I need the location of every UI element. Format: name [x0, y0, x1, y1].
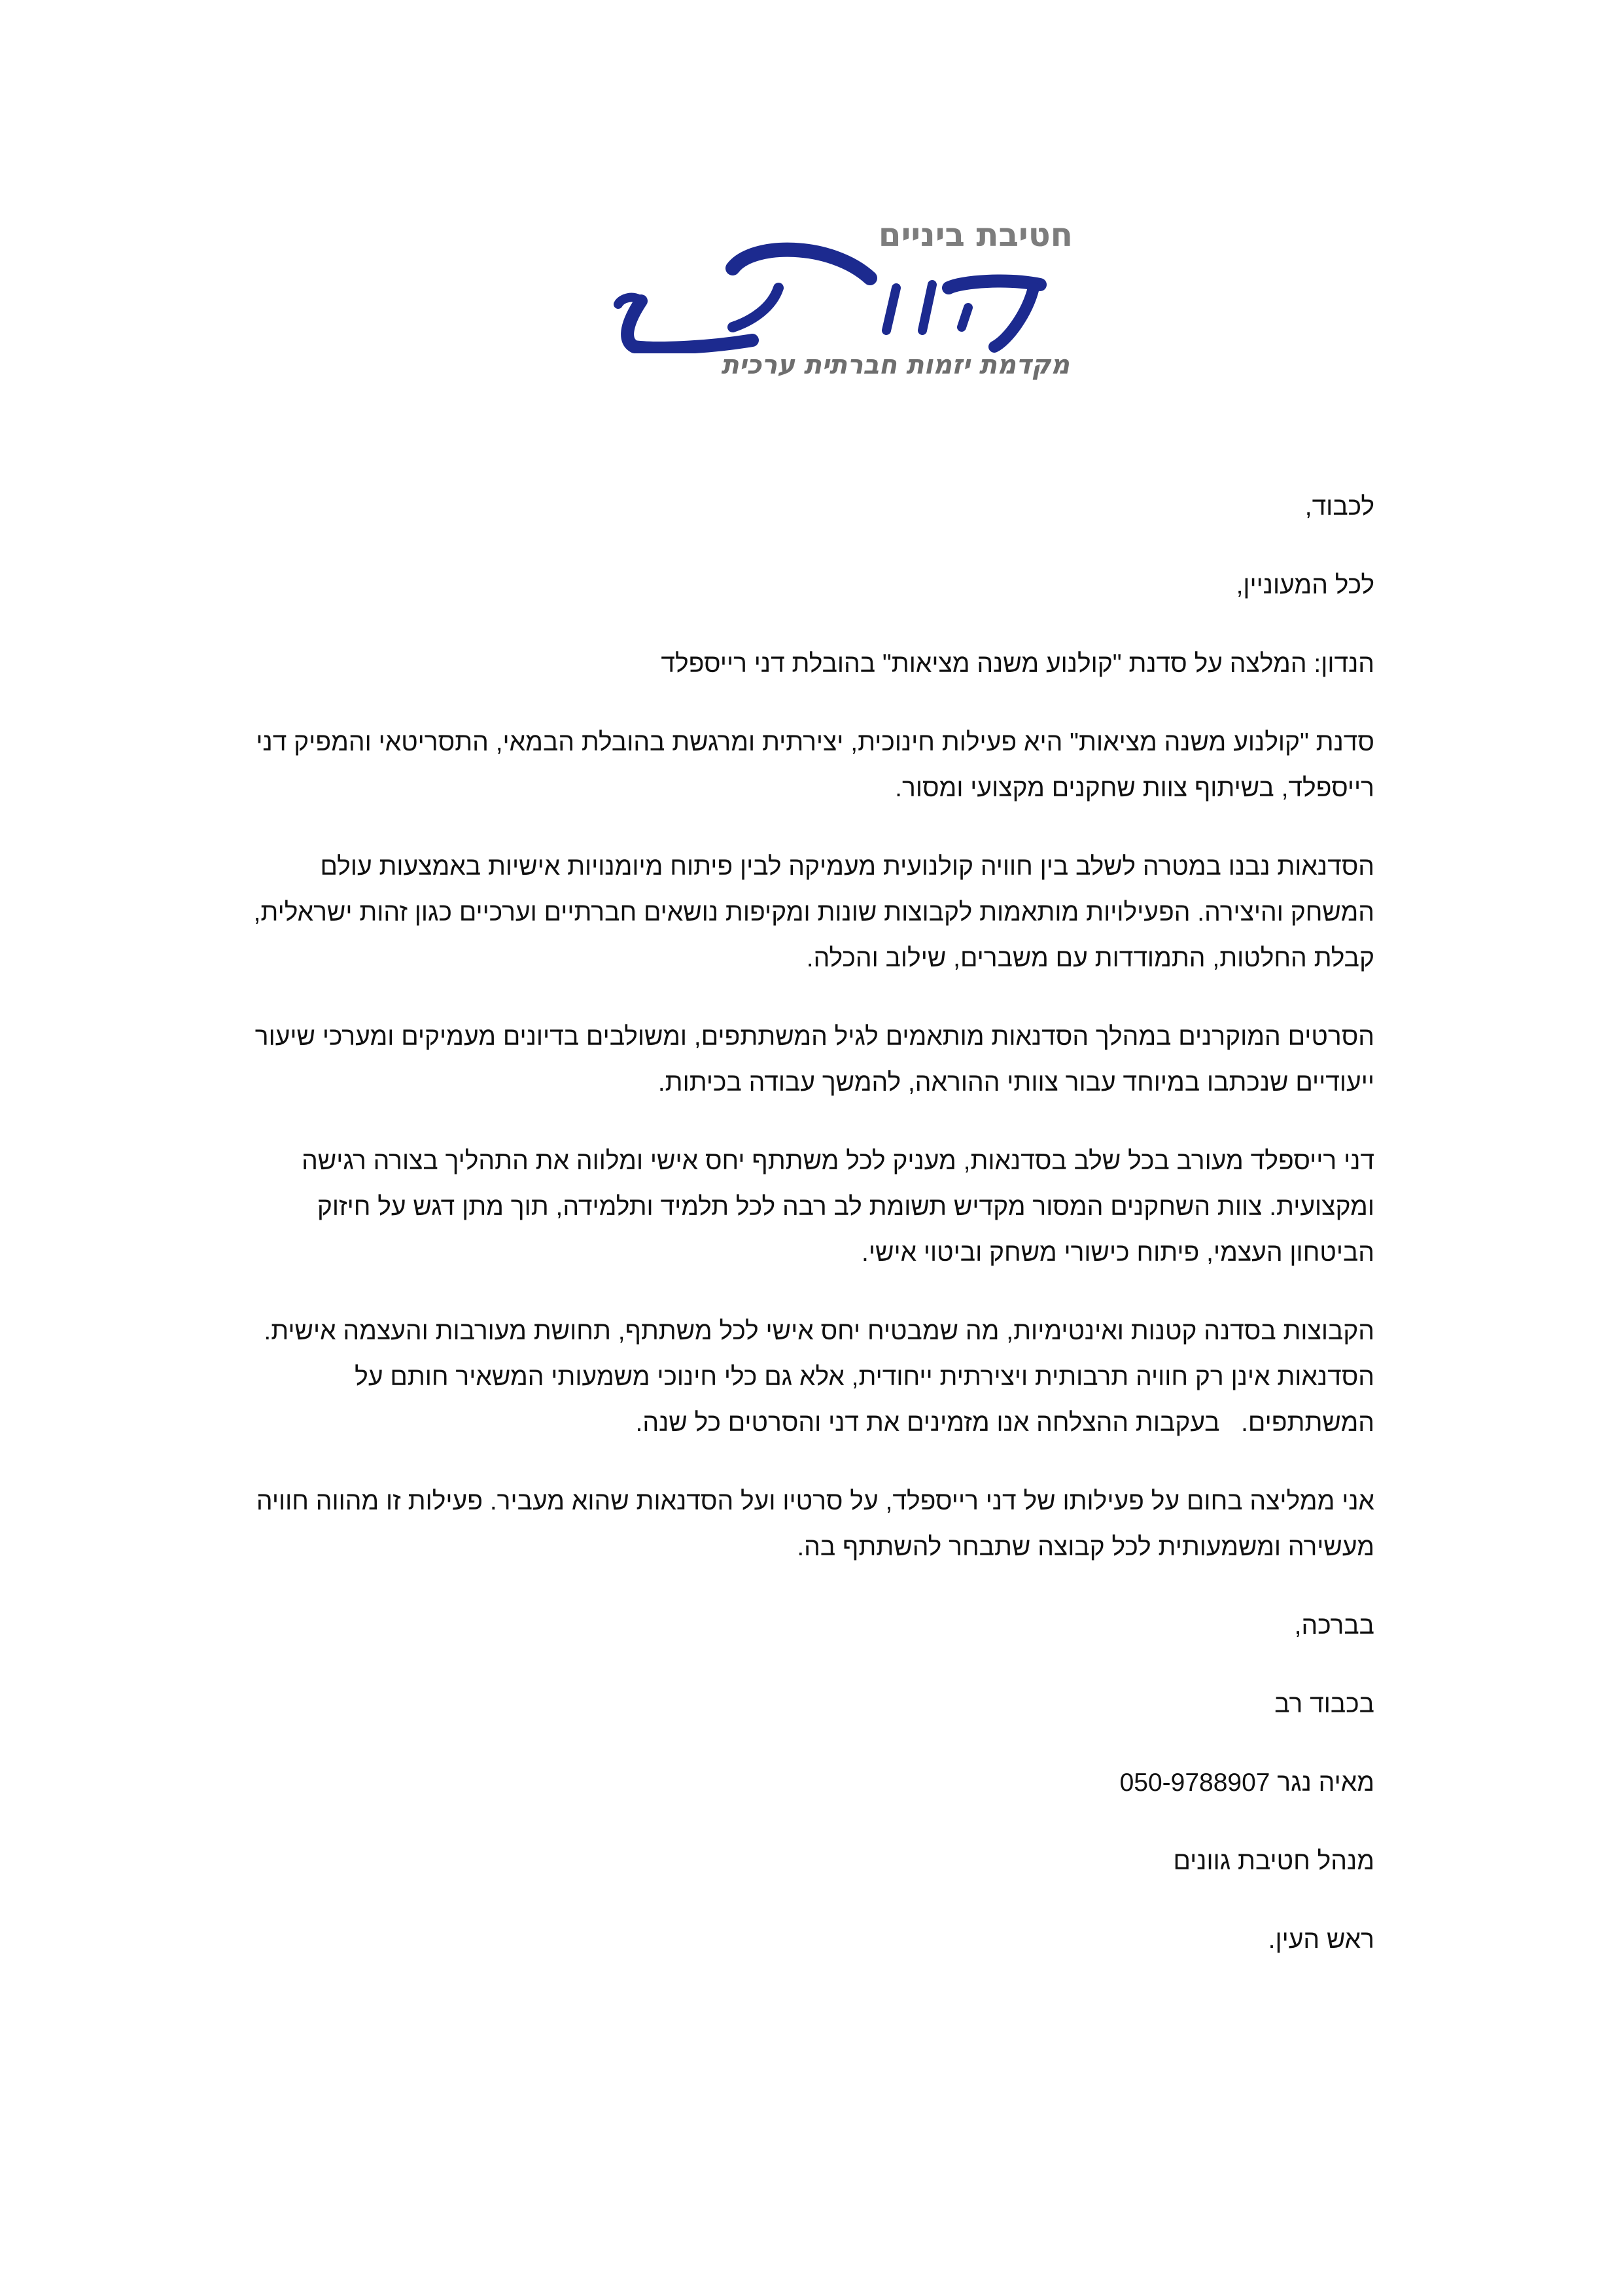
- subject-line: הנדון: המלצה על סדנת "קולנוע משנה מציאות" בהובלת דני רייספלד: [661, 650, 1374, 678]
- signer-name-phone: מאיה נגר 050-9788907: [1119, 1769, 1374, 1797]
- logo-tagline: מקדמת יזמות חברתית ערכית: [721, 350, 1070, 380]
- location: ראש העין.: [1268, 1926, 1374, 1954]
- logo-wordmark: [582, 216, 1053, 353]
- school-logo: [563, 196, 1086, 393]
- regards: בכבוד רב: [1274, 1690, 1374, 1718]
- salutation: לכבוד,: [1304, 493, 1374, 521]
- signer-title: מנהל חטיבת גוונים: [1173, 1847, 1374, 1875]
- paragraph: סדנת "קולנוע משנה מציאות" היא פעילות חינוכית, יצירתית ומרגשת בהובלת הבמאי, התסריטאי והמפיק דני רייספלד, בשיתוף צוות שחקנים מקצועי ומסור.: [256, 728, 1374, 802]
- paragraph: הקבוצות בסדנה קטנות ואינטימיות, מה שמבטיח יחס אישי לכל משתתף, תחושת מעורבות והעצמה אישית. הסדנאות אינן רק חוויה תרבותית ויצירתית ייחודית, אלא גם כלי חינוכי משמעותי המשאיר חותם על המשתתפים. בעקבות ההצלחה אנו מזמינים את דני והסרטים כל שנה.: [256, 1317, 1374, 1437]
- paragraph: אני ממליצה בחום על פעילותו של דני רייספלד, על סרטיו ועל הסדנאות שהוא מעביר. פעילות זו מהווה חוויה מעשירה ומשמעותית לכל קבוצה שתבחר להשתתף בה.: [256, 1487, 1374, 1561]
- logo-top-text: חטיבת ביניים: [878, 216, 1073, 254]
- paragraph: הסדנאות נבנו במטרה לשלב בין חוויה קולנועית מעמיקה לבין פיתוח מיומנויות אישיות באמצעות עולם המשחק והיצירה. הפעילויות מותאמות לקבוצות שונות ומקיפות נושאים חברתיים וערכיים כגון זהות ישראלית, קבלת החלטות, התמודדות עם משברים, שילוב והכלה.: [253, 853, 1374, 972]
- logo-name: [1085, 196, 1086, 197]
- paragraph: הסרטים המוקרנים במהלך הסדנאות מותאמים לגיל המשתתפים, ומשולבים בדיונים מעמיקים ומערכי שיעור ייעודיים שנכתבו במיוחד עבור צוותי ההוראה, להמשך עבודה בכיתות.: [254, 1023, 1374, 1097]
- letter-body: [249, 484, 1374, 1996]
- to-whom: לכל המעוניין,: [1236, 571, 1374, 599]
- closing: בברכה,: [1294, 1612, 1374, 1640]
- paragraph: דני רייספלד מעורב בכל שלב בסדנאות, מעניק לכל משתתף יחס אישי ומלווה את התהליך בצורה רגישה ומקצועית. צוות השחקנים המסור מקדיש תשומת לב רבה לכל תלמיד ותלמידה, תוך מתן דגש על חיזוק הביטחון העצמי, פיתוח כישורי משחק וביטוי אישי.: [302, 1147, 1374, 1267]
